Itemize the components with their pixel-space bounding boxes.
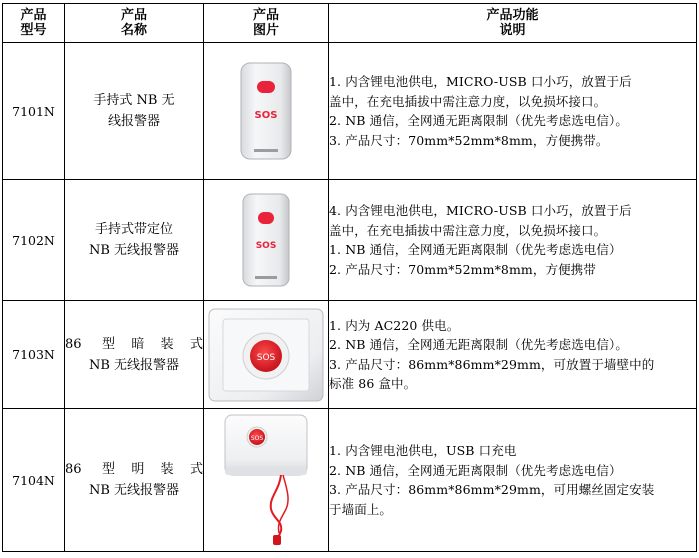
desc-cell: 1. 内含锂电池供电，USB 口充电 2. NB 通信，全网通无距离限制（优先考虑选电信） 3. 产品尺寸：86mm*86mm*29mm，可用螺丝固定安装 于墙面上。 xyxy=(329,409,697,552)
table-row xyxy=(3,180,697,301)
image-cell xyxy=(204,43,329,180)
desc-cell: 1. 内含锂电池供电，MICRO-USB 口小巧，放置于后 盖中，在充电插拔中需注意力度，以免损坏接口。 2. NB 通信，全网通无距离限制（优先考虑选电信）。 3. 产品尺寸：70mm*52mm*8mm，方便携带。 xyxy=(329,43,697,180)
header-row xyxy=(3,4,697,43)
header-desc: 产品功能 说明 xyxy=(329,4,697,43)
image-cell xyxy=(204,301,329,409)
model-cell: 7104N xyxy=(3,409,65,552)
product-table xyxy=(2,3,697,552)
table-row xyxy=(3,43,697,180)
name-cell: 86 型暗装式 NB 无线报警器 xyxy=(65,301,204,409)
name-cell: 手持式 NB 无 线报警器 xyxy=(65,43,204,180)
surface-mount-alarm-image xyxy=(221,411,311,549)
header-model: 产品 型号 xyxy=(3,4,65,43)
handheld-alarm-image xyxy=(238,61,294,161)
desc-cell: 1. 内为 AC220 供电。 2. NB 通信，全网通无距离限制（优先考虑选电信）。 3. 产品尺寸：86mm*86mm*29mm，可放置于墙壁中的 标准 86 盒中。 xyxy=(329,301,697,409)
header-image: 产品 图片 xyxy=(204,4,329,43)
model-cell: 7102N xyxy=(3,180,65,301)
svg-text:SOS: SOS xyxy=(255,241,277,251)
model-cell: 7103N xyxy=(3,301,65,409)
name-cell: 手持式带定位 NB 无线报警器 xyxy=(65,180,204,301)
svg-text:SOS: SOS xyxy=(256,352,276,363)
image-cell xyxy=(204,180,329,301)
header-name: 产品 名称 xyxy=(65,4,204,43)
table-row xyxy=(3,409,697,552)
flush-mount-alarm-image xyxy=(207,307,325,403)
svg-text:SOS: SOS xyxy=(254,110,278,121)
handheld-gps-alarm-image xyxy=(241,192,291,288)
image-cell xyxy=(204,409,329,552)
desc-cell: 4. 内含锂电池供电，MICRO-USB 口小巧，放置于后 盖中，在充电插拔中需注意力度，以免损坏接口。 1. NB 通信，全网通无距离限制（优先考虑选电信） 2. 产品尺寸：70mm*52mm*8mm，方便携带 xyxy=(329,180,697,301)
table-row xyxy=(3,301,697,409)
model-cell: 7101N xyxy=(3,43,65,180)
name-cell: 86 型明装式 NB 无线报警器 xyxy=(65,409,204,552)
svg-text:SOS: SOS xyxy=(250,435,264,442)
